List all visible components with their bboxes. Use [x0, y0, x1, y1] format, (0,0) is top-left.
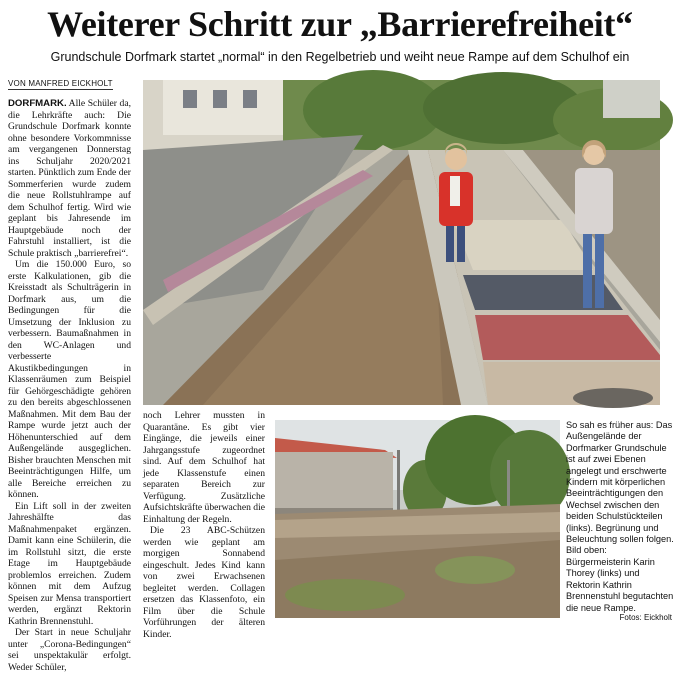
paragraph: DORFMARK. Alle Schüler da, die Lehrkräfte auch: Die Grundschule Dorfmark konnte ohne besondere Vorkommnisse am vergangenen Donnerstag ins Schuljahr 2020/2021 starten. Pünktlich zum Ende der Sommerferien wurde zudem die neue Rollstuhlrampe auf dem Schulhof fertig. Wird wie geplant bis Jahresende im Hauptgebäude noch der Fahrstuhl installiert, ist die Schule praktisch „barrierefrei“. [8, 98, 131, 259]
photo-schoolyard-before [275, 420, 560, 618]
paragraph: Der Start in neue Schuljahr unter „Corona-Bedingungen“ sei unspektakulär erfolgt. Weder Schüler, [8, 627, 131, 673]
paragraph: noch Lehrer mussten in Quarantäne. Es gibt vier Eingänge, die jeweils einer Jahrgangsstufe zugeordnet sind. Auf dem Schulhof hat jede Klassenstufe einen separaten Bereich zur Verfügung. Zusätzliche Aufsichtskräfte überwachen die Einhaltung der Regeln. [143, 410, 266, 525]
headline: Weiterer Schritt zur „Barrierefreiheit“ [47, 4, 633, 44]
paragraph: Die 23 ABC-Schützen werden wie geplant am morgigen Sonnabend eingeschult. Jedes Kind kann von zwei Erwachsenen begleitet werden. Collagen ersetzen das Klassenfoto, ein Film über die Schule Vorführungen der älteren Kinder. [143, 525, 265, 640]
paragraph: Ein Lift soll in der zweiten Jahreshälfte das Maßnahmenpaket ergänzen. Damit kann eine Schülerin, die im Rollstuhl sitzt, die erste Etage im Hauptgebäude problemlos erreichen. Zudem können mit dem Aufzug Speisen zur Mensa transportiert werden, ergänzt Rektorin Kathrin Brennenstuhl. [8, 500, 131, 627]
photo-credit: Fotos: Eickholt [619, 613, 672, 622]
paragraph: Um die 150.000 Euro, so erste Kalkulationen, gib die Kreisstadt als Schulträgerin in Dorfmark aus, um die Bedingungen für die Umsetzung der Inklusion zu verbessern. Baumaßnahmen in den WC-Anlagen und verbesserte Akustikbedingungen in Klassenräumen zum Beispiel für Gehörgeschädigte gehören zu den bereits abgeschlossenen Maßnahmen. Mit dem Bau der Rampe wurde jetzt auch der Höhenunterschied auf dem Außengelände ausgeglichen. Bisher brauchten Menschen mit Beeinträchtigungen Hilfe, um alle Bereiche erreichen zu können. [8, 259, 131, 500]
subheadline: Grundschule Dorfmark startet „normal“ in den Regelbetrieb und weiht neue Rampe auf dem Schulhof ein [50, 50, 630, 64]
photo-ramp-two-women [143, 80, 660, 405]
article-column-1 [8, 98, 131, 673]
byline: VON MANFRED EICKHOLT [8, 79, 113, 88]
photo-caption: So sah es früher aus: Das Außengelände der Dorfmarker Grundschule ist auf zwei Ebenen angelegt und erschwerte Kindern mit körperlichen Beeinträchtigungen den Wechsel zwischen den beiden Schulstückteilen (links). Begrünung und Beleuchtung sollen folgen. Bild oben: Bürgermeisterin Karin Thorey (links) und Rektorin Kathrin Brennenstuhl begutachten die neue Rampe. [566, 420, 674, 613]
article-column-2 [143, 410, 266, 640]
dateline: DORFMARK. [8, 98, 67, 109]
